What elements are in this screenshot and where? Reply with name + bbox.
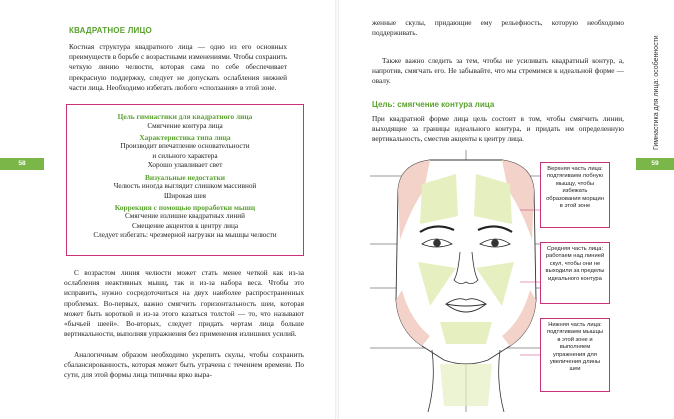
box-char-2: и сильного характера <box>152 151 218 160</box>
book-gutter <box>335 0 339 419</box>
box-heading-characteristics: Характеристика типа лица <box>139 132 231 142</box>
page-number-right: 59 <box>636 158 674 170</box>
box-flaw-2: Широкая шея <box>164 191 206 200</box>
right-paragraph-1: женные скулы, придающие ему рельефность, которую необходимо поддерживать. <box>372 18 624 38</box>
running-header-sub: особенности <box>653 35 660 77</box>
intro-paragraph: Костная структура квадратного лица — одно из его основных преимуществ в борьбе с возрастными изменениями. Чтобы сохранить четкую линию челюсти, которая сама по себе обеспечивает прекрасную поддержку, следует не допускать ослабления нижней части лица. Необходимо избегать любого «сползания» в этой зоне. <box>69 42 287 92</box>
box-char-3: Хорошо улавливает свет <box>147 161 223 170</box>
body-paragraph-3: Аналогичным образом необходимо укрепить скулы, чтобы сохранить сбалансированность, которая может быть утрачена с течением времени. По сути, для этой формы лица типичны ярко выра- <box>64 350 304 380</box>
right-paragraph-2: Также важно следить за тем, чтобы не усиливать квадратный контур, а, напротив, смягчать его. Не забывайте, что мы стремимся к идеальной форме — овалу. <box>372 56 624 86</box>
callout-lower-face: Нижняя часть лица: подтягиваем мышцы в этой зоне и выполняем упражнения для увеличения длины шеи <box>540 318 610 392</box>
box-char-1: Производит впечатление основательности <box>120 142 250 151</box>
page-number-left: 58 <box>0 158 44 170</box>
iris-left <box>433 239 441 247</box>
section-title: КВАДРАТНОЕ ЛИЦО <box>69 26 152 35</box>
body-paragraph-2: С возрастом линия челюсти может стать менее четкой как из-за ослабления неактивных мышц, так и из-за набора веса. Чтобы это исправить, нужно сосредоточиться на двух наиболее распространенных проблемах. Во-первых, важно смягчить горизонтальность шеи, которая может быть короткой и из-за этого казаться толстой — то, что называют «бычьей шеей». Во-вторых, следует придать чертам лица больше вертикальности, выполняя упражнения без применения излишних усилий. <box>64 268 304 339</box>
neck-right <box>499 350 504 412</box>
box-corr-3: Следует избегать: чрезмерной нагрузки на мышцы челюсти <box>93 231 277 240</box>
box-flaw-1: Челюсть иногда выглядит слишком массивной <box>113 182 257 191</box>
box-heading-flaws: Визуальные недостатки <box>144 172 226 182</box>
iris-right <box>491 239 499 247</box>
box-corr-2: Смещение акцентов к центру лица <box>131 221 239 230</box>
chin-zone <box>440 322 492 344</box>
running-header <box>650 35 664 150</box>
right-subtitle: Цель: смягчение контура лица <box>372 100 495 109</box>
callout-middle-face: Средняя часть лица: работаем над линией скул, чтобы они не выходили за пределы идеального контура <box>540 242 610 304</box>
right-paragraph-3: При квадратной форме лица цель состоит в том, чтобы смягчить линии, выходящие за границы идеального контура, и придать им определенную вертикальность, сместив акценты к центру лица. <box>372 114 624 144</box>
box-goal: Смягчение контура лица <box>147 121 223 130</box>
summary-box <box>66 104 304 256</box>
neck-left <box>428 350 433 412</box>
box-heading-goal: Цель гимнастики для квадратного лица <box>117 112 253 121</box>
callout-upper-face: Верхняя часть лица: подтягиваем лобную мышцу, чтобы избежать образования морщин в этой зоне <box>540 162 610 228</box>
box-heading-correction: Коррекция с помощью проработки мышц <box>114 202 256 212</box>
box-corr-1: Смягчение излишне квадратных линий <box>125 212 245 221</box>
neck-zone <box>440 364 492 406</box>
running-header-main: Гимнастика для лица: <box>653 78 660 150</box>
